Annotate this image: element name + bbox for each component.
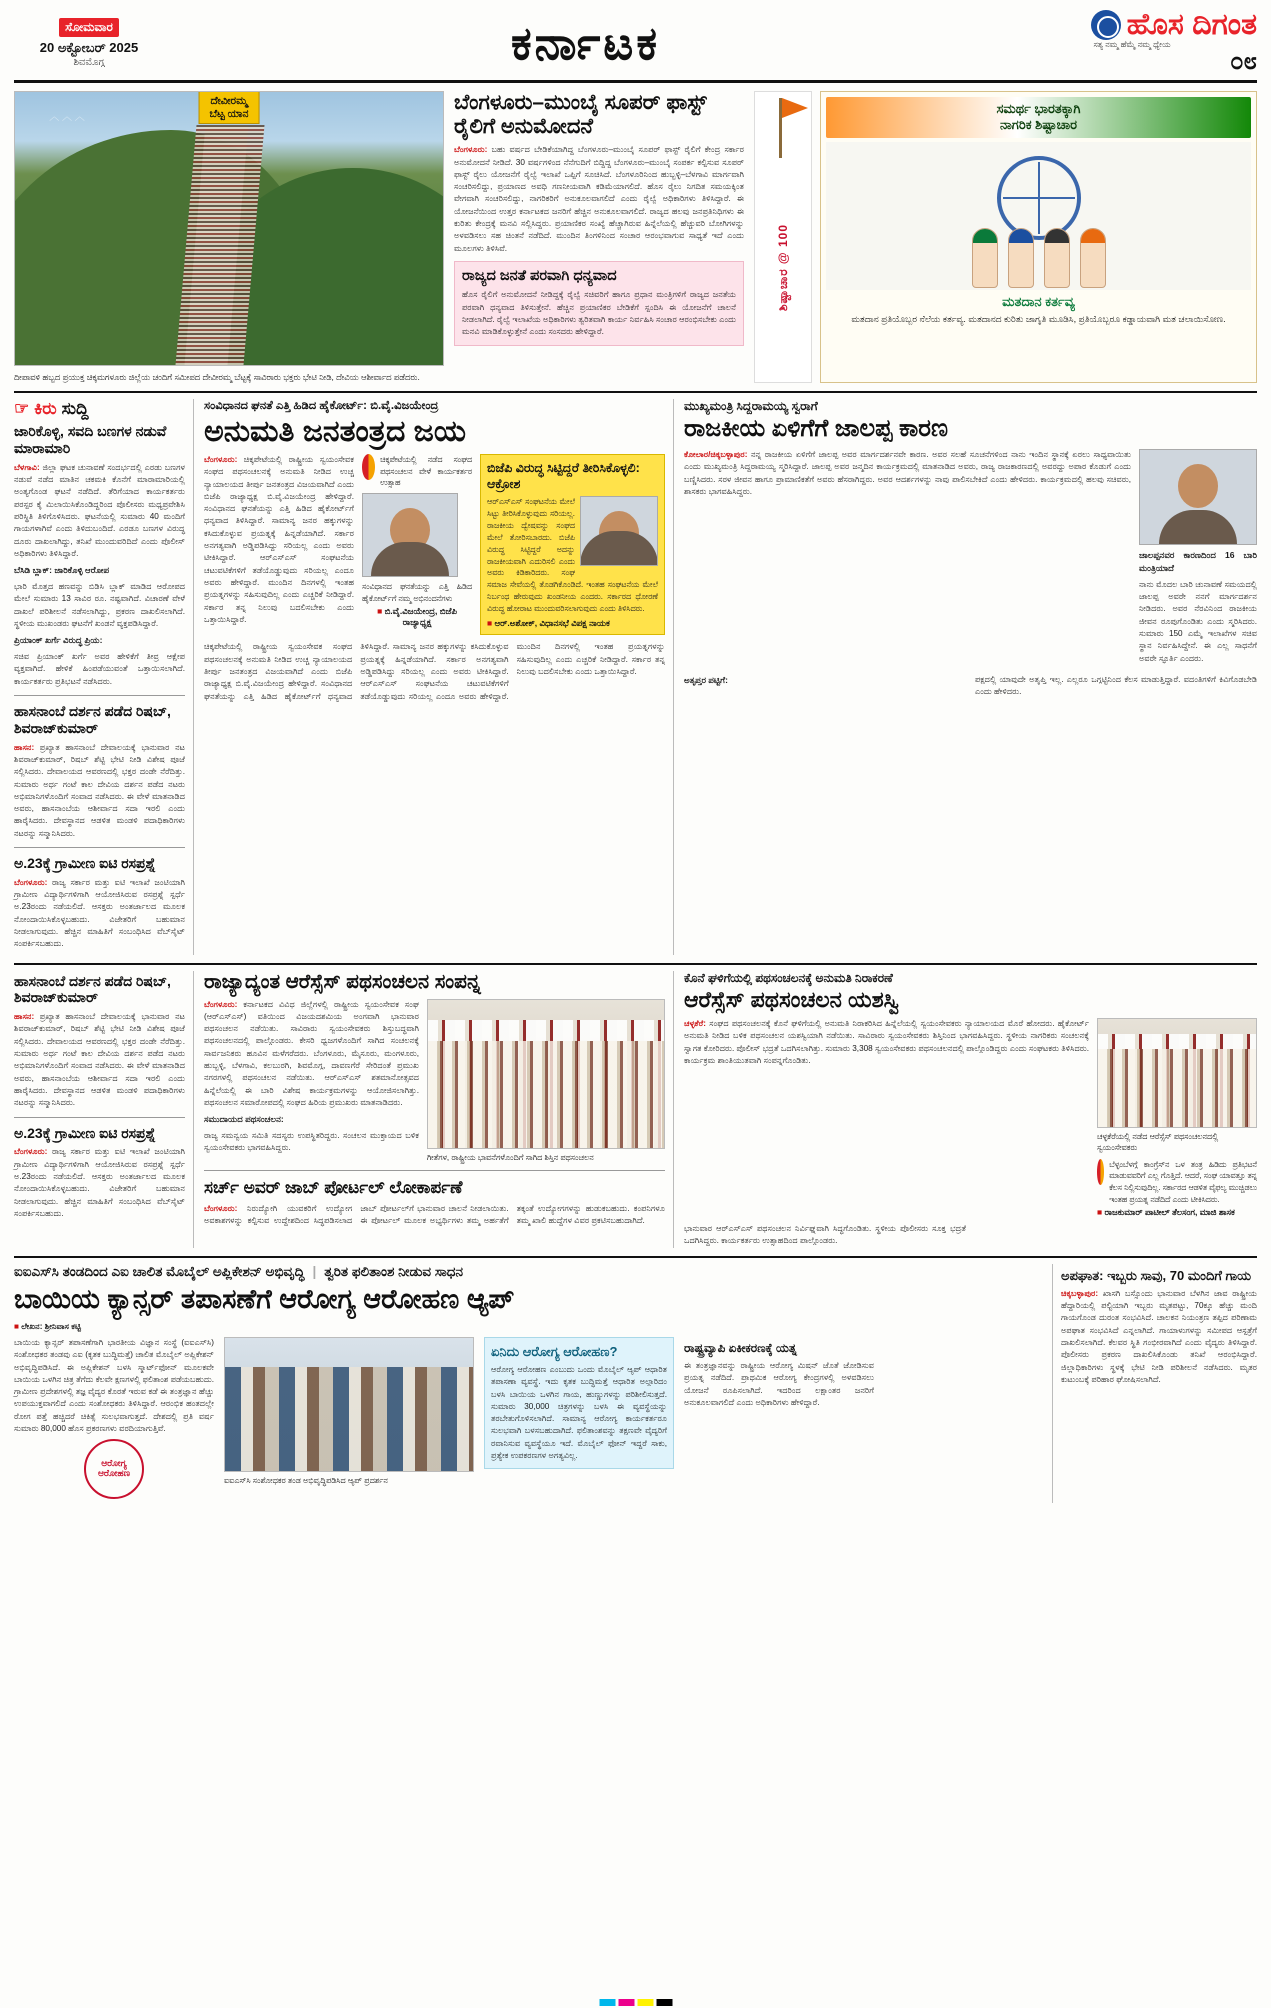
section-top	[14, 91, 1257, 383]
yellow-attr-text: ಆರ್.ಅಶೋಕ್, ವಿಧಾನಸಭೆ ವಿಪಕ್ಷ ನಾಯಕ	[494, 617, 610, 628]
divider-2	[14, 847, 185, 848]
section-two	[14, 391, 1257, 954]
health-headline: ಬಾಯಿಯ ಕ್ಯಾನ್ಸರ್ ತಪಾಸಣೆಗೆ ಆರೋಗ್ಯ ಆರೋಹಣ ಆ್ಯಪ್	[14, 1284, 515, 1315]
rss2-tail: ಭಾನುವಾರ ಆರ್‌ಎಸ್‌ಎಸ್ ಪಥಸಂಚಲನ ನಿರ್ವಿಘ್ನವಾಗಿ ಸಿದ್ಧಗೊಂಡಿತು. ಸ್ಥಳೀಯ ಪೊಲೀಸರು ಸೂಕ್ತ ಭದ್ರತೆ ಒದಗಿಸಿದ್ದರು. ಕಾರ್ಯಕರ್ತರು ಉತ್ಸಾಹದಿಂದ ಪಾಲ್ಗೊಂಡರು.	[684, 1223, 966, 1246]
cmyk-registration-marks	[599, 1999, 672, 2006]
kirusuddi-3-headline: ಅ.23ಕ್ಕೆ ಗ್ರಾಮೀಣ ಐಟಿ ರಸಪ್ರಶ್ನೆ	[14, 854, 156, 871]
what-is-body: ಆರೋಗ್ಯ ಆರೋಹಣ ಎಂಬುದು ಒಂದು ಮೊಬೈಲ್ ಆ್ಯಪ್ ಆಧಾರಿತ ತಪಾಸಣಾ ವ್ಯವಸ್ಥೆ. ಇದು ಕೃತಕ ಬುದ್ಧಿಮತ್ತೆ ಆಧಾರಿತ ಅಲ್ಗಾರಿದಂ ಬಳಸಿ ಬಾಯಿಯ ಒಳಗಿನ ಗಾಯ, ಹುಣ್ಣುಗಳನ್ನು ಪರಿಶೀಲಿಸುತ್ತದೆ. ಸುಮಾರು 30,000 ಚಿತ್ರಗಳನ್ನು ಬಳಸಿ ಈ ವ್ಯವಸ್ಥೆಯನ್ನು ತರಬೇತುಗೊಳಿಸಲಾಗಿದೆ. ಸಾಮಾನ್ಯ ಆರೋಗ್ಯ ಕಾರ್ಯಕರ್ತರೂ ಸುಲಭವಾಗಿ ಬಳಸಬಹುದಾಗಿದೆ. ಫಲಿತಾಂಶವನ್ನು ತಕ್ಷಣವೇ ವೈದ್ಯರಿಗೆ ರವಾನಿಸುವ ವ್ಯವಸ್ಥೆಯೂ ಇದೆ. ಮೊಬೈಲ್ ಫೋನ್ ಇದ್ದರೆ ಸಾಕು, ಪ್ರತ್ಯೇಕ ಉಪಕರಣಗಳ ಅಗತ್ಯವಿಲ್ಲ.	[491, 1364, 667, 1461]
civic-box	[820, 91, 1257, 383]
divider-1	[14, 695, 185, 696]
cm-portrait	[1139, 449, 1257, 545]
page-number: ೦೮	[1230, 48, 1257, 75]
rss2-body	[684, 1018, 1089, 1067]
rss2-quote-attr-text: ರಾಜಕುಮಾರ್ ಪಾಟೀಲ್ ತೆಲಸಂಗ, ಮಾಜಿ ಶಾಸಕ	[1104, 1207, 1235, 1218]
civic-ad-block	[754, 91, 1257, 383]
yellow-body: ಆರ್‌ಎಸ್‌ಎಸ್‌ ಸಂಘಟನೆಯ ಮೇಲೆ ಸಿಟ್ಟು ತೀರಿಸಿಕೊಳ್ಳುವುದು ಸರಿಯಲ್ಲ. ರಾಜಕೀಯ ದ್ವೇಷವನ್ನು ಸಂಘದ ಮೇಲೆ ತೋರಿಸಬಾರದು. ಬಿಜೆಪಿ ವಿರುದ್ಧ ಸಿಟ್ಟಿದ್ದರೆ ಅದನ್ನು ರಾಜಕೀಯವಾಗಿ ಎದುರಿಸಲಿ ಎಂದು ಅವರು ಕಿಡಿಕಾರಿದರು. ಸಂಘ ಸಮಾಜ ಸೇವೆಯಲ್ಲಿ ತೊಡಗಿಕೊಂಡಿದೆ. ಇಂತಹ ಸಂಘಟನೆಯ ಮೇಲೆ ನಿರ್ಬಂಧ ಹೇರುವುದು ಖಂಡನೀಯ ಎಂದರು. ಸರ್ಕಾರದ ಧೋರಣೆ ವಿರುದ್ಧ ಹೋರಾಟ ಮುಂದುವರಿಸಲಾಗುವುದು ಎಂದು ತಿಳಿಸಿದರು.	[487, 497, 658, 613]
rss2-quote: ಬೆಳ್ಳಂಬೆಳಗ್ಗೆ ಕಾಂಗ್ರೆಸ್‌ನ ಒಳ ತಂತ್ರ ಹಿಡಿದು ಪ್ರತಿಭಟನೆ ಮಾಡುವವರಿಗೆ ಎಲ್ಲ ಗೊತ್ತಿದೆ. ಆದರೆ, ಸಂಘ ಯಾವತ್ತೂ ತನ್ನ ಕೆಲಸ ನಿಲ್ಲಿಸುವುದಿಲ್ಲ. ಸರ್ಕಾರದ ಆಡಳಿತ ವೈಫಲ್ಯ ಮುಚ್ಚಿಡಲು ಇಂತಹ ಪ್ರಯತ್ನ ನಡೆದಿದೆ ಎಂದು ಟೀಕಿಸಿದರು.	[1109, 1159, 1257, 1204]
hc-quote: ಸಂವಿಧಾನದ ಘನತೆಯನ್ನು ಎತ್ತಿ ಹಿಡಿದ ಹೈಕೋರ್ಟ್‌ಗೆ ನಮ್ಮ ಅಭಿನಂದನೆಗಳು	[362, 582, 472, 603]
rss2-kicker: ಕೊನೆ ಘಳಿಗೆಯಲ್ಲಿ ಪಥಸಂಚಲನಕ್ಕೆ ಅನುಮತಿ ನಿರಾಕರಣೆ	[684, 970, 893, 985]
health-kickers	[14, 1264, 1042, 1281]
aarogya-logo-icon	[84, 1439, 144, 1499]
kirusuddi-header	[14, 399, 185, 419]
rss2-dateline: ಚಳ್ಳಕೆರೆ:	[684, 1019, 706, 1029]
health-qbox2-col	[684, 1337, 874, 1503]
rail-body	[454, 144, 744, 255]
photo-badge	[199, 91, 260, 124]
attr-bullet-icon-2: ■	[1097, 1207, 1103, 1218]
ashok-portrait	[580, 496, 658, 566]
divider-4	[204, 1170, 665, 1171]
rail-headline: ಬೆಂಗಳೂರು–ಮುಂಬೈ ಸೂಪರ್ ಫಾಸ್ಟ್ ರೈಲಿಗೆ ಅನುಮೋದನೆ	[454, 91, 707, 139]
quote-bullet-icon: ■	[377, 606, 383, 617]
masthead-center	[164, 17, 1007, 69]
rss2-quote-attr	[1097, 1207, 1257, 1218]
masthead-date-block	[14, 17, 164, 70]
masthead-day: ಸೋಮವಾರ	[59, 18, 119, 37]
kicker-separator: |	[312, 1263, 317, 1279]
kirusuddi-label-1: ಕಿರು	[34, 399, 57, 419]
hc-photo-caption: ಚಿಕ್ಕಪೇಟೆಯಲ್ಲಿ ನಡೆದ ಸಂಘದ ಪಥಸಂಚಲನ ವೇಳೆ ಕಾರ್ಯಕರ್ತರ ಉತ್ಸಾಹ	[380, 454, 472, 488]
cm-dateline: ಕೋಲಾರ/ಚಿಕ್ಕಬಳ್ಳಾಪುರ:	[684, 450, 748, 460]
kirusuddi-1-dateline: ಬೆಳಗಾವಿ:	[14, 462, 40, 472]
civic-vertical-text: ಶಿಷ್ಟಾಚಾರ @ 100	[776, 223, 790, 311]
kirusuddi-column	[14, 399, 194, 954]
finger-1	[972, 228, 998, 288]
job-dateline: ಬೆಂಗಳೂರು:	[204, 1204, 238, 1214]
kirusuddi-1-headline: ಜಾರಿಕೊಳ್ಳಿ, ಸವದಿ ಬಣಗಳ ನಡುವೆ ಮಾರಾಮಾರಿ	[14, 423, 167, 456]
cm-story	[684, 399, 1257, 954]
page-title: ಕರ್ನಾಟಕ	[510, 17, 661, 69]
cm-subhead2: ಅತೃಪ್ತರ ಪಟ್ಟಿಗೆ:	[684, 674, 728, 685]
rss-march-photo	[427, 999, 665, 1149]
kirusuddi-1-subhead: ಬೆಸಿಡಿ ಬ್ಲಾಕ್: ಜಾರಿಕೊಳ್ಳಿ ಆರೋಪ	[14, 565, 110, 576]
hc-headline: ಅನುಮತಿ ಜನತಂತ್ರದ ಜಯ	[204, 414, 466, 448]
kirusuddi-3b-headline: ಅ.23ಕ್ಕೆ ಗ್ರಾಮೀಣ ಐಟಿ ರಸಪ್ರಶ್ನೆ	[14, 1124, 156, 1141]
kirusuddi-2b-text: ಪ್ರಖ್ಯಾತ ಹಾಸನಾಂಬೆ ದೇವಾಲಯಕ್ಕೆ ಭಾನುವಾರ ನಟ ಶಿವರಾಜ್‌ಕುಮಾರ್, ರಿಷಬ್ ಶೆಟ್ಟಿ ಭೇಟಿ ನೀಡಿ ವಿಶೇಷ ಪೂಜೆ ಸಲ್ಲಿಸಿದರು. ದೇವಾಲಯದ ಆವರಣದಲ್ಲಿ ಭಕ್ತರ ದಂಡೇ ನೆರೆದಿತ್ತು. ಸುಮಾರು ಅರ್ಧ ಗಂಟೆ ಕಾಲ ದೇವಿಯ ದರ್ಶನ ಪಡೆದ ನಟರು ಅಭಿಮಾನಿಗಳೊಂದಿಗೆ ಸಂವಾದ ನಡೆಸಿದರು. ಈ ವೇಳೆ ಮಾತನಾಡಿದ ಅವರು, ಹಾಸನಾಂಬೆಯ ಆಶೀರ್ವಾದ ಸದಾ ಇರಲಿ ಎಂದು ಹಾರೈಸಿದರು. ದೇವಸ್ಥಾನದ ಆಡಳಿತ ಮಂಡಳಿ ಪದಾಧಿಕಾರಿಗಳು ನಟರನ್ನು ಸನ್ಮಾನಿಸಿದರು.	[14, 1012, 185, 1108]
inked-fingers-icon	[826, 228, 1251, 288]
rss-subhead: ಸಮುದಾಯದ ಪಥಸಂಚಲನ:	[204, 1114, 284, 1125]
thanks-body: ಹೊಸ ರೈಲಿಗೆ ಅನುಮೋದನೆ ನೀಡಿದ್ದಕ್ಕೆ ರೈಲ್ವೆ ಸಚಿವರಿಗೆ ಹಾಗೂ ಪ್ರಧಾನ ಮಂತ್ರಿಗಳಿಗೆ ರಾಜ್ಯದ ಜನತೆಯ ಪರವಾಗಿ ಧನ್ಯವಾದ ತಿಳಿಸುತ್ತೇನೆ. ಹೆಚ್ಚಿನ ಪ್ರಯಾಣಿಕರ ಬೇಡಿಕೆಗೆ ಸ್ಪಂದಿಸಿ ಈ ಯೋಜನೆಗೆ ಚಾಲನೆ ನೀಡಲಾಗಿದೆ. ರೈಲ್ವೆ ಇಲಾಖೆಯ ಅಧಿಕಾರಿಗಳು ತ್ವರಿತವಾಗಿ ಕಾರ್ಯ ನಿರ್ವಹಿಸಿ ಸಂಚಾರ ಆರಂಭಿಸಬೇಕು ಎಂದು ಮನವಿ ಮಾಡಿಕೊಳ್ಳುತ್ತೇನೆ ಎಂದು ಸಂಸದರು ಹೇಳಿದ್ದಾರೆ.	[462, 290, 736, 337]
accident-dateline: ಚಿಕ್ಕಬಳ್ಳಾಪುರ:	[1061, 1288, 1099, 1298]
divider-3	[14, 1117, 185, 1118]
rail-story	[454, 91, 744, 383]
civic-header-line1: ಸಮರ್ಥ ಭಾರತಕ್ಕಾಗಿ	[996, 101, 1081, 116]
rss2-photo	[1097, 1018, 1257, 1128]
yellow-headline: ಬಿಜೆಪಿ ವಿರುದ್ಧ ಸಿಟ್ಟಿದ್ದರೆ ತೀರಿಸಿಕೊಳ್ಳಲಿ: ಆಕ್ರೋಶ	[487, 460, 640, 491]
globe-icon	[1091, 10, 1121, 40]
hc-overflow-text	[204, 641, 665, 702]
health-photo-people	[225, 1367, 473, 1471]
attr-bullet-icon: ■	[487, 617, 493, 628]
kirusuddi-2b-dateline: ಹಾಸನ:	[14, 1012, 35, 1022]
national-body: ಈ ತಂತ್ರಜ್ಞಾನವನ್ನು ರಾಷ್ಟ್ರೀಯ ಆರೋಗ್ಯ ಮಿಷನ್ ಜೊತೆ ಜೋಡಿಸುವ ಪ್ರಯತ್ನ ನಡೆದಿದೆ. ಪ್ರಾಥಮಿಕ ಆರೋಗ್ಯ ಕೇಂದ್ರಗಳಲ್ಲಿ ಅಳವಡಿಸಲು ಯೋಜನೆ ರೂಪಿಸಲಾಗಿದೆ. ಇದರಿಂದ ಲಕ್ಷಾಂತರ ಜನರಿಗೆ ಅನುಕೂಲವಾಗಲಿದೆ ಎಂದು ಅಧಿಕಾರಿಗಳು ಹೇಳಿದ್ದಾರೆ.	[684, 1360, 874, 1407]
kirusuddi-2b-headline: ಹಾಸನಾಂಬೆ ದರ್ಶನ ಪಡೆದ ರಿಷಬ್, ಶಿವರಾಜ್‌ಕುಮಾರ್	[14, 972, 171, 1006]
health-app-story	[14, 1264, 1042, 1504]
rss-dateline: ಬೆಂಗಳೂರು:	[204, 999, 238, 1009]
masthead	[14, 10, 1257, 83]
national-headline: ರಾಷ್ಟ್ರವ್ಯಾಪಿ ಏಕೀಕರಣಕ್ಕೆ ಯತ್ನ	[684, 1340, 797, 1355]
kirusuddi-3-body	[14, 877, 185, 951]
section-four	[14, 1256, 1257, 1504]
birds-icon: ︿ ︿ ︿	[49, 112, 85, 124]
pointing-hand-icon: ☞	[14, 399, 30, 419]
thanks-box	[454, 261, 744, 346]
kirusuddi-3-text: ರಾಜ್ಯ ಸರ್ಕಾರ ಮತ್ತು ಐಟಿ ಇಲಾಖೆ ಜಂಟಿಯಾಗಿ ಗ್ರಾಮೀಣ ವಿದ್ಯಾರ್ಥಿಗಳಿಗಾಗಿ ಆಯೋಜಿಸಿರುವ ರಸಪ್ರಶ್ನೆ ಸ್ಪರ್ಧೆ ಅ.23ರಂದು ನಡೆಯಲಿದೆ. ಆಸಕ್ತರು ಅಂತರ್ಜಾಲದ ಮೂಲಕ ನೋಂದಾಯಿಸಿಕೊಳ್ಳಬಹುದು. ವಿಜೇತರಿಗೆ ಬಹುಮಾನ ನೀಡಲಾಗುವುದು. ಹೆಚ್ಚಿನ ಮಾಹಿತಿಗೆ ಸಂಬಂಧಿಸಿದ ವೆಬ್‌ಸೈಟ್ ಸಂಪರ್ಕಿಸಬಹುದು.	[14, 877, 185, 949]
hc-dateline: ಬೆಂಗಳೂರು:	[204, 454, 238, 464]
kirusuddi-label-2: ಸುದ್ದಿ	[61, 399, 89, 419]
masthead-date: 20 ಅಕ್ಟೋಬರ್ 2025	[39, 39, 139, 55]
ashok-quote-box	[480, 454, 665, 635]
portrait-body-2	[580, 531, 658, 565]
civic-header	[826, 97, 1251, 138]
lead-photo	[14, 91, 444, 366]
civic-title: ಮತದಾನ ಕರ್ತವ್ಯ	[1002, 293, 1075, 309]
what-is-box	[484, 1337, 674, 1469]
masthead-place: ಶಿವಮೊಗ್ಗ	[73, 56, 105, 68]
health-byline-text: ಲೇಖನ: ಶ್ರೀನಿವಾಸ ಕಟ್ಟಿ	[21, 1321, 81, 1331]
mango-bullet-icon	[362, 454, 375, 480]
photo-badge-line2: ಬೆಟ್ಟ ಯಾನ	[209, 107, 249, 120]
kirusuddi-3-dateline: ಬೆಂಗಳೂರು:	[14, 877, 48, 887]
hc-body-text: ಚಿಕ್ಕಪೇಟೆಯಲ್ಲಿ ರಾಷ್ಟ್ರೀಯ ಸ್ವಯಂಸೇವಕ ಸಂಘದ ಪಥಸಂಚಲನಕ್ಕೆ ಅನುಮತಿ ನೀಡಿದ ಉಚ್ಚ ನ್ಯಾಯಾಲಯದ ತೀರ್ಪು ಜನತಂತ್ರದ ವಿಜಯವಾಗಿದೆ ಎಂದು ಬಿಜೆಪಿ ರಾಜ್ಯಾಧ್ಯಕ್ಷ ಬಿ.ವೈ.ವಿಜಯೇಂದ್ರ ಹೇಳಿದ್ದಾರೆ. ಸಂವಿಧಾನದ ಘನತೆಯನ್ನು ಎತ್ತಿ ಹಿಡಿದ ಹೈಕೋರ್ಟ್‌ಗೆ ಧನ್ಯವಾದ ತಿಳಿಸಿದ್ದಾರೆ. ಸಾಮಾನ್ಯ ಜನರ ಹಕ್ಕುಗಳನ್ನು ಕಸಿದುಕೊಳ್ಳುವ ಪ್ರಯತ್ನಕ್ಕೆ ಹಿನ್ನಡೆಯಾಗಿದೆ. ಸರ್ಕಾರ ಅನಗತ್ಯವಾಗಿ ಅಡ್ಡಿಪಡಿಸಿದ್ದು ಸರಿಯಲ್ಲ ಎಂದು ಅವರು ಟೀಕಿಸಿದ್ದಾರೆ. ಆರ್‌ಎಸ್‌ಎಸ್‌ ಸಂಘಟನೆಯ ಚಟುವಟಿಕೆಗಳಿಗೆ ತಡೆಯೊಡ್ಡುವುದು ಸರಿಯಲ್ಲ ಎಂದೂ ಅವರು ಹೇಳಿದ್ದಾರೆ. ಮುಂದಿನ ದಿನಗಳಲ್ಲಿ ಇಂತಹ ಪ್ರಯತ್ನಗಳನ್ನು ಸಹಿಸುವುದಿಲ್ಲ ಎಂದು ಎಚ್ಚರಿಕೆ ನೀಡಿದ್ದಾರೆ. ಸರ್ಕಾರ ತನ್ನ ನಿಲುವು ಬದಲಿಸಬೇಕು ಎಂದು ಒತ್ತಾಯಿಸಿದ್ದಾರೆ.	[204, 454, 354, 624]
portrait-body	[371, 542, 449, 576]
photo-badge-line1: ದೇವೀರಮ್ಮ	[210, 95, 248, 107]
highcourt-story	[204, 399, 674, 954]
cmyk-yellow	[637, 1999, 653, 2006]
aarogya-logo-text: ಆರೋಗ್ಯ ಆರೋಹಣ	[97, 1458, 130, 1479]
rss2-photo-marchers-front	[1098, 1049, 1256, 1127]
kirusuddi-3b-dateline: ಬೆಂಗಳೂರು:	[14, 1147, 48, 1157]
rail-body-text: ಬಹು ವರ್ಷದ ಬೇಡಿಕೆಯಾಗಿದ್ದ ಬೆಂಗಳೂರು–ಮುಂಬೈ ಸೂಪರ್ ಫಾಸ್ಟ್ ರೈಲಿಗೆ ಕೇಂದ್ರ ಸರ್ಕಾರ ಅನುಮೋದನೆ ನೀಡಿದೆ. 30 ವರ್ಷಗಳಿಂದ ನೆನೆಗುದಿಗೆ ಬಿದ್ದಿದ್ದ ಬೆಂಗಳೂರು–ಮುಂಬೈ ಸಂಪರ್ಕ ಕಲ್ಪಿಸುವ ಸೂಪರ್ ಫಾಸ್ಟ್ ರೈಲು ಯೋಜನೆಗೆ ರೈಲ್ವೆ ಇಲಾಖೆ ಒಪ್ಪಿಗೆ ಸೂಚಿಸಿದೆ. ಬೆಂಗಳೂರಿನಿಂದ ಹುಬ್ಬಳ್ಳಿ–ಬೆಳಗಾವಿ ಮಾರ್ಗವಾಗಿ ಸಂಚರಿಸಲಿದ್ದು, ಪ್ರಯಾಣದ ಅವಧಿ ಗಣನೀಯವಾಗಿ ಕಡಿಮೆಯಾಗಲಿದೆ. ಹೊಸ ರೈಲು ನಿಗದಿತ ಸಮಯಕ್ಕಿಂತ ವೇಗವಾಗಿ ಸಂಚರಿಸಲಿದ್ದು, ನಾಗರಿಕರಿಗೆ ಅನುಕೂಲವಾಗಲಿದೆ ಎಂದು ರೈಲ್ವೆ ಅಧಿಕಾರಿಗಳು ತಿಳಿಸಿದ್ದಾರೆ. ಈ ಯೋಜನೆಯಿಂದ ಉತ್ತರ ಕರ್ನಾಟಕದ ಜನರಿಗೆ ಹೆಚ್ಚಿನ ಅನುಕೂಲವಾಗಲಿದೆ. ರಾಜ್ಯದ ಹಲವು ಜನಪ್ರತಿನಿಧಿಗಳು ಈ ಕುರಿತು ಕೇಂದ್ರಕ್ಕೆ ಮನವಿ ಸಲ್ಲಿಸಿದ್ದರು. ಪ್ರಯಾಣಿಕರ ಸಂಖ್ಯೆ ಹೆಚ್ಚಾಗಿರುವ ಹಿನ್ನೆಲೆಯಲ್ಲಿ ಹೆಚ್ಚುವರಿ ಬೋಗಿಗಳನ್ನು ಅಳವಡಿಸಲು ಸಹ ಚಿಂತನೆ ನಡೆದಿದೆ. ಮುಂದಿನ ತಿಂಗಳಿನಿಂದ ಸಂಚಾರ ಆರಂಭವಾಗುವ ಸಾಧ್ಯತೆ ಇದೆ ಎಂದು ಮೂಲಗಳು ತಿಳಿಸಿವೆ.	[454, 145, 744, 253]
kirusuddi-3b-body	[14, 1146, 185, 1220]
health-body-text: ಬಾಯಿಯ ಕ್ಯಾನ್ಸರ್ ತಪಾಸಣೆಗಾಗಿ ಭಾರತೀಯ ವಿಜ್ಞಾನ ಸಂಸ್ಥೆ (ಐಐಎಸ್‌ಸಿ) ಸಂಶೋಧಕರ ತಂಡವು ಎಐ (ಕೃತಕ ಬುದ್ಧಿಮತ್ತೆ) ಚಾಲಿತ ಮೊಬೈಲ್ ಅಪ್ಲಿಕೇಶನ್ ಅಭಿವೃದ್ಧಿಪಡಿಸಿದೆ. ಈ ಅಪ್ಲಿಕೇಶನ್ ಬಳಸಿ ಸ್ಮಾರ್ಟ್‌ಫೋನ್ ಮೂಲಕವೇ ಬಾಯಿಯ ಒಳಗಿನ ಚಿತ್ರ ತೆಗೆದು ಕೆಲವೇ ಕ್ಷಣಗಳಲ್ಲಿ ಫಲಿತಾಂಶ ಪಡೆಯಬಹುದು. ಗ್ರಾಮೀಣ ಪ್ರದೇಶಗಳಲ್ಲಿ ತಜ್ಞ ವೈದ್ಯರ ಕೊರತೆ ಇರುವ ಕಡೆ ಈ ತಂತ್ರಜ್ಞಾನ ಹೆಚ್ಚು ಉಪಯುಕ್ತವಾಗಲಿದೆ ಎಂದು ಸಂಶೋಧಕರು ತಿಳಿಸಿದ್ದಾರೆ. ಆರಂಭಿಕ ಹಂತದಲ್ಲೇ ರೋಗ ಪತ್ತೆ ಹಚ್ಚಿದರೆ ಚಿಕಿತ್ಸೆ ಸುಲಭವಾಗುತ್ತದೆ. ದೇಶದಲ್ಲಿ ಪ್ರತಿ ವರ್ಷ ಸುಮಾರು 80,000 ಹೊಸ ಪ್ರಕರಣಗಳು ವರದಿಯಾಗುತ್ತಿವೆ.	[14, 1337, 214, 1434]
kirusuddi-1-subhead2: ಪ್ರಿಯಾಂಕ್ ಖರ್ಗೆ ವಿರುದ್ಧ ಪ್ರಿಯ:	[14, 635, 103, 646]
rss-photo-caption: ಗೀತೆಗಳ, ರಾಷ್ಟ್ರೀಯ ಭಾವನೆಗಳೊಂದಿಗೆ ಸಾಗಿದ ಶಿಸ್ತಿನ ಪಥಸಂಚಲನ	[427, 1152, 594, 1162]
health-col-1	[14, 1337, 214, 1503]
flag-strip	[754, 91, 812, 383]
rss2-body-text: ಸಂಘದ ಪಥಸಂಚಲನಕ್ಕೆ ಕೊನೆ ಘಳಿಗೆಯಲ್ಲಿ ಅನುಮತಿ ನಿರಾಕರಿಸಿದ ಹಿನ್ನೆಲೆಯಲ್ಲಿ ಸ್ವಯಂಸೇವಕರು ನ್ಯಾಯಾಲಯದ ಮೊರೆ ಹೋದರು. ಹೈಕೋರ್ಟ್ ಅನುಮತಿ ನೀಡಿದ ಬಳಿಕ ಪಥಸಂಚಲನ ಯಶಸ್ವಿಯಾಗಿ ನಡೆಯಿತು. ಸಾವಿರಾರು ಸ್ವಯಂಸೇವಕರು ಶಿಸ್ತಿನಿಂದ ಭಾಗವಹಿಸಿದ್ದರು. ಸ್ಥಳೀಯ ನಾಗರಿಕರು ಸಂಚಲನಕ್ಕೆ ಸ್ವಾಗತ ಕೋರಿದರು. ಪೊಲೀಸ್ ಭದ್ರತೆ ಒದಗಿಸಲಾಗಿತ್ತು. ಸುಮಾರು 3,308 ಸ್ವಯಂಸೇವಕರು ಪಥಸಂಚಲನದಲ್ಲಿ ಪಾಲ್ಗೊಂಡಿದ್ದರು ಎಂದು ಸಂಘಟಕರು ತಿಳಿಸಿದರು. ಕಾರ್ಯಕ್ರಮ ಶಾಂತಿಯುತವಾಗಿ ಸಂಪನ್ನಗೊಂಡಿತು.	[684, 1019, 1089, 1066]
what-is-headline: ಏನಿದು ಆರೋಗ್ಯ ಆರೋಹಣ?	[491, 1343, 618, 1359]
health-qbox-col	[484, 1337, 674, 1503]
job-headline: ಸರ್ಚ್ ಅವರ್ ಜಾಬ್ ಪೋರ್ಟಲ್ ಲೋಕಾರ್ಪಣೆ	[204, 1177, 463, 1197]
kirusuddi-2-body	[14, 742, 185, 840]
health-kicker-left: ಐಐಎಸ್‌ಸಿ ತಂಡದಿಂದ ಎಐ ಚಾಲಿತ ಮೊಬೈಲ್ ಅಪ್ಲಿಕೇಶನ್ ಅಭಿವೃದ್ಧಿ	[14, 1263, 305, 1279]
hc-quote-attr	[362, 606, 472, 627]
cm-body-text: ನನ್ನ ರಾಜಕೀಯ ಏಳಿಗೆಗೆ ಜಾಲಪ್ಪ ಅವರ ಮಾರ್ಗದರ್ಶನವೇ ಕಾರಣ. ಅವರ ಸಲಹೆ ಸೂಚನೆಗಳಿಂದ ನಾನು ಇಂದಿನ ಸ್ಥಾನಕ್ಕೆ ಏರಲು ಸಾಧ್ಯವಾಯಿತು ಎಂದು ಮುಖ್ಯಮಂತ್ರಿ ಸಿದ್ದರಾಮಯ್ಯ ಸ್ಮರಿಸಿದ್ದಾರೆ. ಜಾಲಪ್ಪ ಅವರ ಜನ್ಮದಿನ ಕಾರ್ಯಕ್ರಮದಲ್ಲಿ ಮಾತನಾಡಿದ ಅವರು, ರಾಜ್ಯ ರಾಜಕಾರಣದಲ್ಲಿ ಅವರದ್ದು ಅಪಾರ ಕೊಡುಗೆ ಎಂದು ಬಣ್ಣಿಸಿದರು. ಸರಳ ಜೀವನ ಹಾಗೂ ಪ್ರಾಮಾಣಿಕತೆಗೆ ಅವರು ಹೆಸರಾಗಿದ್ದರು. ಅವರ ಆದರ್ಶಗಳನ್ನು ನಾವು ಪಾಲಿಸಬೇಕಿದೆ ಎಂದು ಹೇಳಿದರು. ಕಾರ್ಯಕ್ರಮದಲ್ಲಿ ಹಲವು ಸಚಿವರು, ಶಾಸಕರು ಭಾಗವಹಿಸಿದ್ದರು.	[684, 450, 1131, 496]
hc-kicker: ಸಂವಿಧಾನದ ಘನತೆ ಎತ್ತಿ ಹಿಡಿದ ಹೈಕೋರ್ಟ್‌: ಬಿ.ವೈ.ವಿಜಯೇಂದ್ರ	[204, 400, 439, 413]
rss-success-story	[684, 971, 1257, 1248]
cm-subbody2: ಪಕ್ಷದಲ್ಲಿ ಯಾವುದೇ ಅತೃಪ್ತಿ ಇಲ್ಲ. ಎಲ್ಲರೂ ಒಗ್ಗಟ್ಟಿನಿಂದ ಕೆಲಸ ಮಾಡುತ್ತಿದ್ದಾರೆ. ವದಂತಿಗಳಿಗೆ ಕಿವಿಗೊಡಬೇಡಿ ಎಂದು ಹೇಳಿದರು.	[975, 674, 1257, 697]
accident-story	[1052, 1264, 1257, 1504]
cm-subhead: ಜಾಲಪ್ಪನವರ ಕಾರಣದಿಂದ 16 ಬಾರಿ ಮಂತ್ರಿಯಾದೆ	[1139, 550, 1257, 573]
rss-body	[204, 999, 419, 1155]
cmyk-magenta	[618, 1999, 634, 2006]
rss-subbody: ರಾಜ್ಯ ಸಮನ್ವಯ ಸಮಿತಿ ಸದಸ್ಯರು ಉಪಸ್ಥಿತರಿದ್ದರು. ಸಂಚಲನ ಮುಕ್ತಾಯದ ಬಳಿಕ ಸ್ವಯಂಸೇವಕರು ಭಾಗವಹಿಸಿದ್ದರು.	[204, 1131, 419, 1153]
civic-text: ಮತದಾನ ಪ್ರತಿಯೊಬ್ಬರ ನೆಲೆಯ ಕರ್ತವ್ಯ. ಮತದಾನದ ಕುರಿತು ಜಾಗೃತಿ ಮೂಡಿಸಿ, ಪ್ರತಿಯೊಬ್ಬರೂ ಕಡ್ಡಾಯವಾಗಿ ಮತ ಚಲಾಯಿಸೋಣ.	[851, 313, 1226, 324]
byline-bullet-icon: ■	[14, 1321, 19, 1331]
cm-tail	[684, 674, 1257, 699]
masthead-brand-block	[1007, 10, 1257, 76]
rss2-photo-caption: ಚಳ್ಳಕೆರೆಯಲ್ಲಿ ನಡೆದ ಆರೆಸ್ಸೆಸ್ ಪಥಸಂಚಲನದಲ್ಲಿ ಸ್ವಯಂಸೇವಕರು	[1097, 1132, 1219, 1153]
rail-dateline: ಬೆಂಗಳೂರು:	[454, 145, 488, 155]
cm-kicker: ಮುಖ್ಯಮಂತ್ರಿ ಸಿದ್ದರಾಮಯ್ಯ ಸ್ವರಾಗೆ	[684, 399, 818, 414]
cm-body	[684, 449, 1131, 498]
rss-body-text: ಕರ್ನಾಟಕದ ವಿವಿಧ ಜಿಲ್ಲೆಗಳಲ್ಲಿ ರಾಷ್ಟ್ರೀಯ ಸ್ವಯಂಸೇವಕ ಸಂಘ (ಆರ್‌ಎಸ್‌ಎಸ್) ವತಿಯಿಂದ ವಿಜಯದಶಮಿಯ ಅಂಗವಾಗಿ ಭಾನುವಾರ ಪಥಸಂಚಲನ ನಡೆಯಿತು. ಸಾವಿರಾರು ಸ್ವಯಂಸೇವಕರು ಶಿಸ್ತುಬದ್ಧವಾಗಿ ಪಥಸಂಚಲನದಲ್ಲಿ ಪಾಲ್ಗೊಂಡರು. ಕೇಸರಿ ಧ್ವಜಗಳೊಂದಿಗೆ ಸಾಗಿದ ಸಂಚಲನಕ್ಕೆ ಸಾರ್ವಜನಿಕರು ಹೂವಿನ ಮಳೆಗರೆದರು. ಬೆಂಗಳೂರು, ಮೈಸೂರು, ಮಂಗಳೂರು, ಹುಬ್ಬಳ್ಳಿ, ಬೆಳಗಾವಿ, ಕಲಬುರಗಿ, ಶಿವಮೊಗ್ಗ, ದಾವಣಗೆರೆ ಸೇರಿದಂತೆ ಪ್ರಮುಖ ನಗರಗಳಲ್ಲಿ ಪಥಸಂಚಲನ ನಡೆಯಿತು. ಆರ್‌ಎಸ್‌ಎಸ್ ಶತಮಾನೋತ್ಸವದ ಹಿನ್ನೆಲೆಯಲ್ಲಿ ಈ ಬಾರಿ ವಿಶೇಷ ಕಾರ್ಯಕ್ರಮಗಳನ್ನು ಆಯೋಜಿಸಲಾಗಿತ್ತು. ಪಥಸಂಚಲನ ಸಮಾರೋಪದಲ್ಲಿ ಸಂಘದ ಹಿರಿಯ ಪ್ರಮುಖರು ಮಾತನಾಡಿದರು.	[204, 999, 419, 1107]
rss-photo-marchers-front	[428, 1041, 664, 1148]
kirusuddi-2-text: ಪ್ರಖ್ಯಾತ ಹಾಸನಾಂಬೆ ದೇವಾಲಯಕ್ಕೆ ಭಾನುವಾರ ನಟ ಶಿವರಾಜ್‌ಕುಮಾರ್, ರಿಷಬ್ ಶೆಟ್ಟಿ ಭೇಟಿ ನೀಡಿ ವಿಶೇಷ ಪೂಜೆ ಸಲ್ಲಿಸಿದರು. ದೇವಾಲಯದ ಆವರಣದಲ್ಲಿ ಭಕ್ತರ ದಂಡೇ ನೆರೆದಿತ್ತು. ಸುಮಾರು ಅರ್ಧ ಗಂಟೆ ಕಾಲ ದೇವಿಯ ದರ್ಶನ ಪಡೆದ ನಟರು ಅಭಿಮಾನಿಗಳೊಂದಿಗೆ ಸಂವಾದ ನಡೆಸಿದರು. ಈ ವೇಳೆ ಮಾತನಾಡಿದ ಅವರು, ಹಾಸನಾಂಬೆಯ ಆಶೀರ್ವಾದ ಸದಾ ಇರಲಿ ಎಂದು ಹಾರೈಸಿದರು. ದೇವಸ್ಥಾನದ ಆಡಳಿತ ಮಂಡಳಿ ಪದಾಧಿಕಾರಿಗಳು ನಟರನ್ನು ಸನ್ಮಾನಿಸಿದರು.	[14, 742, 185, 838]
hc-overflow-para: ಚಿಕ್ಕಪೇಟೆಯಲ್ಲಿ ರಾಷ್ಟ್ರೀಯ ಸ್ವಯಂಸೇವಕ ಸಂಘದ ಪಥಸಂಚಲನಕ್ಕೆ ಅನುಮತಿ ನೀಡಿದ ಉಚ್ಚ ನ್ಯಾಯಾಲಯದ ತೀರ್ಪು ಜನತಂತ್ರದ ವಿಜಯವಾಗಿದೆ ಎಂದು ಬಿಜೆಪಿ ರಾಜ್ಯಾಧ್ಯಕ್ಷ ಬಿ.ವೈ.ವಿಜಯೇಂದ್ರ ಹೇಳಿದ್ದಾರೆ. ಸಂವಿಧಾನದ ಘನತೆಯನ್ನು ಎತ್ತಿ ಹಿಡಿದ ಹೈಕೋರ್ಟ್‌ಗೆ ಧನ್ಯವಾದ ತಿಳಿಸಿದ್ದಾರೆ. ಸಾಮಾನ್ಯ ಜನರ ಹಕ್ಕುಗಳನ್ನು ಕಸಿದುಕೊಳ್ಳುವ ಪ್ರಯತ್ನಕ್ಕೆ ಹಿನ್ನಡೆಯಾಗಿದೆ. ಸರ್ಕಾರ ಅನಗತ್ಯವಾಗಿ ಅಡ್ಡಿಪಡಿಸಿದ್ದು ಸರಿಯಲ್ಲ ಎಂದು ಅವರು ಟೀಕಿಸಿದ್ದಾರೆ. ಆರ್‌ಎಸ್‌ಎಸ್‌ ಸಂಘಟನೆಯ ಚಟುವಟಿಕೆಗಳಿಗೆ ತಡೆಯೊಡ್ಡುವುದು ಸರಿಯಲ್ಲ ಎಂದೂ ಅವರು ಹೇಳಿದ್ದಾರೆ. ಮುಂದಿನ ದಿನಗಳಲ್ಲಿ ಇಂತಹ ಪ್ರಯತ್ನಗಳನ್ನು ಸಹಿಸುವುದಿಲ್ಲ ಎಂದು ಎಚ್ಚರಿಕೆ ನೀಡಿದ್ದಾರೆ. ಸರ್ಕಾರ ತನ್ನ ನಿಲುವು ಬದಲಿಸಬೇಕು ಎಂದು ಒತ್ತಾಯಿಸಿದ್ದಾರೆ.	[204, 642, 665, 701]
kirusuddi-2-headline: ಹಾಸನಾಂಬೆ ದರ್ಶನ ಪಡೆದ ರಿಷಬ್, ಶಿವರಾಜ್‌ಕುಮಾರ್	[14, 703, 171, 736]
finger-4	[1080, 228, 1106, 288]
kirusuddi-2b-body	[14, 1011, 185, 1109]
hc-body-left	[204, 454, 354, 626]
finger-2	[1008, 228, 1034, 288]
civic-artwork	[826, 142, 1251, 290]
brand-name: ಹೊಸ ದಿಗಂತ	[1126, 8, 1257, 41]
health-team-photo	[224, 1337, 474, 1472]
lead-photo-caption: ದೀಪಾವಳಿ ಹಬ್ಬದ ಪ್ರಯುಕ್ತ ಚಿಕ್ಕಮಗಳೂರು ಜಿಲ್ಲೆಯ ಚಂದಿಗೆ ಸಮೀಪದ ದೇವೀರಮ್ಮ ಬೆಟ್ಟಕ್ಕೆ ಸಾವಿರಾರು ಭಕ್ತರು ಭೇಟಿ ನೀಡಿ, ದೇವಿಯ ಆಶೀರ್ವಾದ ಪಡೆದರು.	[14, 372, 420, 382]
saffron-flag-icon	[782, 98, 808, 118]
section-three-left	[14, 971, 194, 1248]
kirusuddi-1-text: ಜಿಲ್ಲಾ ಘಟಕ ಚುನಾವಣೆ ಸಂದರ್ಭದಲ್ಲಿ ಎರಡು ಬಣಗಳ ನಡುವೆ ನಡೆದ ಮಾತಿನ ಚಕಮಕಿ ಕೊನೆಗೆ ಮಾರಾಮಾರಿಯಲ್ಲಿ ಅಂತ್ಯಗೊಂಡ ಘಟನೆ ನಡೆದಿದೆ. ತೆರಿಗೆಯಾದ ಕಾರ್ಯಕರ್ತರು ಪರಸ್ಪರ ಕೈ ಮಿಲಾಯಿಸಿಕೊಂಡಿದ್ದರಿಂದ ಪೊಲೀಸರು ಮಧ್ಯಪ್ರವೇಶಿಸಿ ಪರಿಸ್ಥಿತಿ ತಿಳಿಗೊಳಿಸಿದರು. ಘಟನೆಯಲ್ಲಿ ಸುಮಾರು 40 ಮಂದಿಗೆ ಗಾಯಗಳಾಗಿವೆ ಎಂದು ತಿಳಿದುಬಂದಿದೆ. ಎರಡೂ ಬಣಗಳ ವಿರುದ್ಧ ದೂರು ದಾಖಲಾಗಿದ್ದು, ತನಿಖೆ ಮುಂದುವರಿದಿದೆ ಎಂದು ಪೊಲೀಸ್ ಅಧಿಕಾರಿಗಳು ತಿಳಿಸಿದ್ದಾರೆ.	[14, 462, 185, 558]
kirusuddi-1-body	[14, 462, 185, 688]
rss-headline: ರಾಜ್ಯಾದ್ಯಂತ ಆರೆಸ್ಸೆಸ್ ಪಥಸಂಚಲನ ಸಂಪನ್ನ	[204, 970, 481, 993]
health-body-row	[14, 1337, 1042, 1503]
rss2-headline: ಆರೆಸ್ಸೆಸ್ ಪಥಸಂಚಲನ ಯಶಸ್ವಿ	[684, 986, 900, 1012]
cmyk-black	[656, 1999, 672, 2006]
cm-portrait-head	[1178, 464, 1218, 508]
hc-quote-attr-text: ಬಿ.ವೈ.ವಿಜಯೇಂದ್ರ, ಬಿಜೆಪಿ ರಾಜ್ಯಾಧ್ಯಕ್ಷ	[384, 606, 457, 628]
kirusuddi-1-subbody: ಭಾರಿ ಮೊತ್ತದ ಹಣವನ್ನು ಬಿಡಿಸಿ ಬ್ಲಾಕ್ ಮಾಡಿದ ಆರೋಪದ ಮೇಲೆ ಸುಮಾರು 13 ಸಾವಿರ ರೂ. ನಷ್ಟವಾಗಿದೆ. ವಿಚಾರಣೆ ವೇಳೆ ದಾಖಲೆ ಪರಿಶೀಲನೆ ನಡೆಸಲಾಗಿದ್ದು, ಪ್ರಕರಣ ದಾಖಲಿಸಲಾಗಿದೆ. ಸ್ಥಳೀಯ ಮುಖಂಡರು ಘಟನೆಗೆ ಖಂಡನೆ ವ್ಯಕ್ತಪಡಿಸಿದ್ದಾರೆ.	[14, 582, 185, 628]
kirusuddi-3b-text: ರಾಜ್ಯ ಸರ್ಕಾರ ಮತ್ತು ಐಟಿ ಇಲಾಖೆ ಜಂಟಿಯಾಗಿ ಗ್ರಾಮೀಣ ವಿದ್ಯಾರ್ಥಿಗಳಿಗಾಗಿ ಆಯೋಜಿಸಿರುವ ರಸಪ್ರಶ್ನೆ ಸ್ಪರ್ಧೆ ಅ.23ರಂದು ನಡೆಯಲಿದೆ. ಆಸಕ್ತರು ಅಂತರ್ಜಾಲದ ಮೂಲಕ ನೋಂದಾಯಿಸಿಕೊಳ್ಳಬಹುದು. ವಿಜೇತರಿಗೆ ಬಹುಮಾನ ನೀಡಲಾಗುವುದು. ಹೆಚ್ಚಿನ ಮಾಹಿತಿಗೆ ಸಂಬಂಧಿಸಿದ ವೆಬ್‌ಸೈಟ್ ಸಂಪರ್ಕಿಸಬಹುದು.	[14, 1147, 185, 1218]
health-kicker-right: ತ್ವರಿತ ಫಲಿತಾಂಶ ನೀಡುವ ಸಾಧನ	[324, 1263, 464, 1279]
yellow-attr	[487, 618, 658, 629]
cmyk-cyan	[599, 1999, 615, 2006]
brand-lockup	[1007, 10, 1257, 40]
civic-header-line2: ನಾಗರಿಕ ಶಿಷ್ಟಾಚಾರ	[999, 117, 1077, 133]
health-photo-caption: ಐಐಎಸ್‌ಸಿ ಸಂಶೋಧಕರ ತಂಡ ಅಭಿವೃದ್ಧಿಪಡಿಸಿದ ಆ್ಯಪ್ ಪ್ರದರ್ಶನ	[224, 1475, 388, 1485]
cm-portrait-body	[1159, 510, 1237, 544]
thanks-headline: ರಾಜ್ಯದ ಜನತೆ ಪರವಾಗಿ ಧನ್ಯವಾದ	[462, 267, 617, 284]
mango-bullet-icon-2	[1097, 1159, 1104, 1185]
section-three	[14, 963, 1257, 1248]
brand-tagline: ಸತ್ಯ ನಮ್ಮ ಹೆಮ್ಮೆ ನಮ್ಮ ಧ್ಯೇಯ	[1093, 40, 1171, 49]
lead-photo-block	[14, 91, 444, 383]
job-body	[204, 1203, 665, 1229]
vijayendra-portrait	[362, 493, 458, 577]
cm-sub	[1139, 549, 1257, 665]
rss-march-story	[204, 971, 674, 1248]
kirusuddi-1-subbody2: ಸಚಿವ ಪ್ರಿಯಾಂಕ್ ಖರ್ಗೆ ಅವರ ಹೇಳಿಕೆಗೆ ತೀವ್ರ ಆಕ್ಷೇಪ ವ್ಯಕ್ತವಾಗಿದೆ. ಹೇಳಿಕೆ ಹಿಂಪಡೆಯುವಂತೆ ಒತ್ತಾಯಿಸಲಾಗಿದೆ. ಕಾರ್ಯಕರ್ತರು ಪ್ರತಿಭಟನೆ ನಡೆಸಿದರು.	[14, 652, 185, 686]
kirusuddi-2-dateline: ಹಾಸನ:	[14, 742, 35, 752]
health-photo-col	[224, 1337, 474, 1503]
cm-headline: ರಾಜಕೀಯ ಏಳಿಗೆಗೆ ಜಾಲಪ್ಪ ಕಾರಣ	[684, 415, 948, 443]
job-body-text: ನಿರುದ್ಯೋಗಿ ಯುವಕರಿಗೆ ಉದ್ಯೋಗ ಅವಕಾಶಗಳನ್ನು ಕಲ್ಪಿಸುವ ಉದ್ದೇಶದಿಂದ ಸಿದ್ಧಪಡಿಸಲಾದ ಜಾಬ್ ಪೋರ್ಟಲ್‌ಗೆ ಭಾನುವಾರ ಚಾಲನೆ ನೀಡಲಾಯಿತು. ಈ ಪೋರ್ಟಲ್ ಮೂಲಕ ಅಭ್ಯರ್ಥಿಗಳು ತಮ್ಮ ಅರ್ಹತೆಗೆ ತಕ್ಕಂತೆ ಉದ್ಯೋಗಗಳನ್ನು ಹುಡುಕಬಹುದು. ಕಂಪನಿಗಳೂ ತಮ್ಮ ಖಾಲಿ ಹುದ್ದೆಗಳ ವಿವರ ಪ್ರಕಟಿಸಬಹುದಾಗಿದೆ.	[204, 1204, 665, 1226]
accident-headline: ಅಪಘಾತ: ಇಬ್ಬರು ಸಾವು, 70 ಮಂದಿಗೆ ಗಾಯ	[1061, 1267, 1252, 1283]
finger-3	[1044, 228, 1070, 288]
accident-body-text: ಖಾಸಗಿ ಬಸ್ಸೊಂದು ಭಾನುವಾರ ಬೆಳಗಿನ ಜಾವ ರಾಷ್ಟ್ರೀಯ ಹೆದ್ದಾರಿಯಲ್ಲಿ ಪಲ್ಟಿಯಾಗಿ ಇಬ್ಬರು ಮೃತಪಟ್ಟು, 70ಕ್ಕೂ ಹೆಚ್ಚು ಮಂದಿ ಗಾಯಗೊಂಡ ದುರಂತ ಸಂಭವಿಸಿದೆ. ಚಾಲಕನ ನಿಯಂತ್ರಣ ತಪ್ಪಿದ ಪರಿಣಾಮ ಅಪಘಾತ ಸಂಭವಿಸಿದೆ ಎನ್ನಲಾಗಿದೆ. ಗಾಯಾಳುಗಳನ್ನು ಸಮೀಪದ ಆಸ್ಪತ್ರೆಗೆ ದಾಖಲಿಸಲಾಗಿದೆ. ಕೆಲವರ ಸ್ಥಿತಿ ಗಂಭೀರವಾಗಿದೆ ಎಂದು ವೈದ್ಯರು ತಿಳಿಸಿದ್ದಾರೆ. ಪೊಲೀಸರು ಪ್ರಕರಣ ದಾಖಲಿಸಿಕೊಂಡು ತನಿಖೆ ಆರಂಭಿಸಿದ್ದಾರೆ. ಜಿಲ್ಲಾಧಿಕಾರಿಗಳು ಸ್ಥಳಕ್ಕೆ ಭೇಟಿ ನೀಡಿ ಪರಿಶೀಲನೆ ನಡೆಸಿದರು. ಮೃತರ ಕುಟುಂಬಕ್ಕೆ ಪರಿಹಾರ ಘೋಷಿಸಲಾಗಿದೆ.	[1061, 1288, 1257, 1384]
accident-body	[1061, 1288, 1257, 1386]
health-byline	[14, 1321, 1042, 1333]
cm-subbody: ನಾನು ಮೊದಲ ಬಾರಿ ಚುನಾವಣೆ ಸಮಯದಲ್ಲಿ ಜಾಲಪ್ಪ ಅವರೇ ನನಗೆ ಮಾರ್ಗದರ್ಶನ ನೀಡಿದರು. ಅವರ ನೆರವಿನಿಂದ ರಾಜಕೀಯ ಜೀವನ ರೂಪುಗೊಂಡಿತು ಎಂದು ಸ್ಮರಿಸಿದರು. ಸುಮಾರು 150 ಎಮ್ಮೆ ಇಲಾಖೆಗಳ ಸಚಿವ ಸ್ಥಾನ ನಿರ್ವಹಿಸಿದ್ದೇನೆ. ಈ ಎಲ್ಲ ಸಾಧನೆಗೆ ಅವರೇ ಸ್ಫೂರ್ತಿ ಎಂದರು.	[1139, 579, 1257, 663]
